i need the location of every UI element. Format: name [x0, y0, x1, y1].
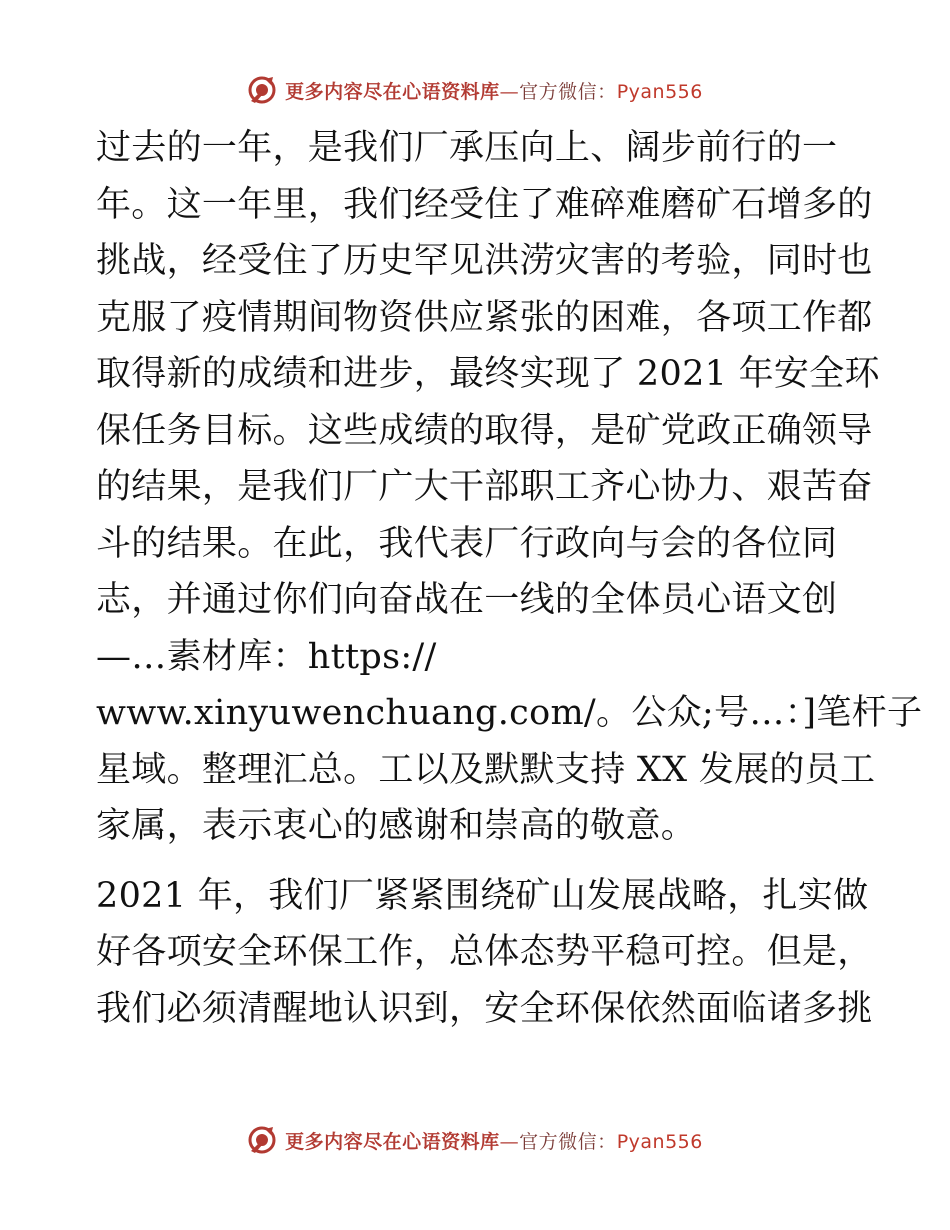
document-body	[96, 120, 923, 1037]
text-line: 挑战，经受住了历史罕见洪涝灾害的考验，同时也	[96, 241, 873, 281]
banner-label: 官方微信：	[519, 80, 617, 103]
paragraph-1	[96, 120, 923, 855]
text-line: 的结果，是我们厂广大干部职工齐心协力、艰苦奋	[96, 467, 873, 507]
text-line: —…素材库：https://	[96, 636, 437, 677]
paragraph-2	[96, 868, 873, 1038]
banner-main-text: 更多内容尽在心语资料库	[285, 80, 500, 103]
banner-main-text: 更多内容尽在心语资料库	[285, 1130, 500, 1153]
banner-label: 官方微信：	[519, 1130, 617, 1153]
text-line: 克服了疫情期间物资供应紧张的困难，各项工作都	[96, 297, 873, 338]
quill-seal-icon	[247, 1125, 277, 1155]
text-line: 2021 年，我们厂紧紧围绕矿山发展战略，扎实做	[96, 875, 869, 916]
text-line: 过去的一年，是我们厂承压向上、阔步前行的一	[96, 128, 838, 168]
banner-handle: Pyan556	[616, 80, 703, 103]
text-line: 保任务目标。这些成绩的取得，是矿党政正确领导	[96, 410, 873, 451]
text-line: 我们必须清醒地认识到，安全环保依然面临诸多挑	[96, 988, 873, 1029]
footer-banner	[0, 1120, 950, 1160]
text-line: www.xinyuwenchuang.com/。公众;号…：]笔杆子	[96, 693, 923, 733]
text-line: 星域。整理汇总。工以及默默支持 XX 发展的员工	[96, 749, 876, 790]
quill-seal-icon	[247, 75, 277, 105]
banner-text	[285, 1127, 703, 1154]
banner-dash: —	[499, 1130, 520, 1153]
text-line: 志，并通过你们向奋战在一线的全体员心语文创	[96, 580, 838, 620]
text-line: 取得新的成绩和进步，最终实现了 2021 年安全环	[96, 354, 880, 394]
banner-handle: Pyan556	[616, 1130, 703, 1153]
header-banner	[0, 70, 950, 110]
banner-dash: —	[499, 80, 520, 103]
text-line: 斗的结果。在此，我代表厂行政向与会的各位同	[96, 523, 838, 564]
text-line: 家属，表示衷心的感谢和崇高的敬意。	[96, 806, 697, 846]
banner-text	[285, 77, 703, 104]
text-line: 年。这一年里，我们经受住了难碎难磨矿石增多的	[96, 184, 873, 225]
text-line: 好各项安全环保工作，总体态势平稳可控。但是，	[96, 932, 873, 972]
